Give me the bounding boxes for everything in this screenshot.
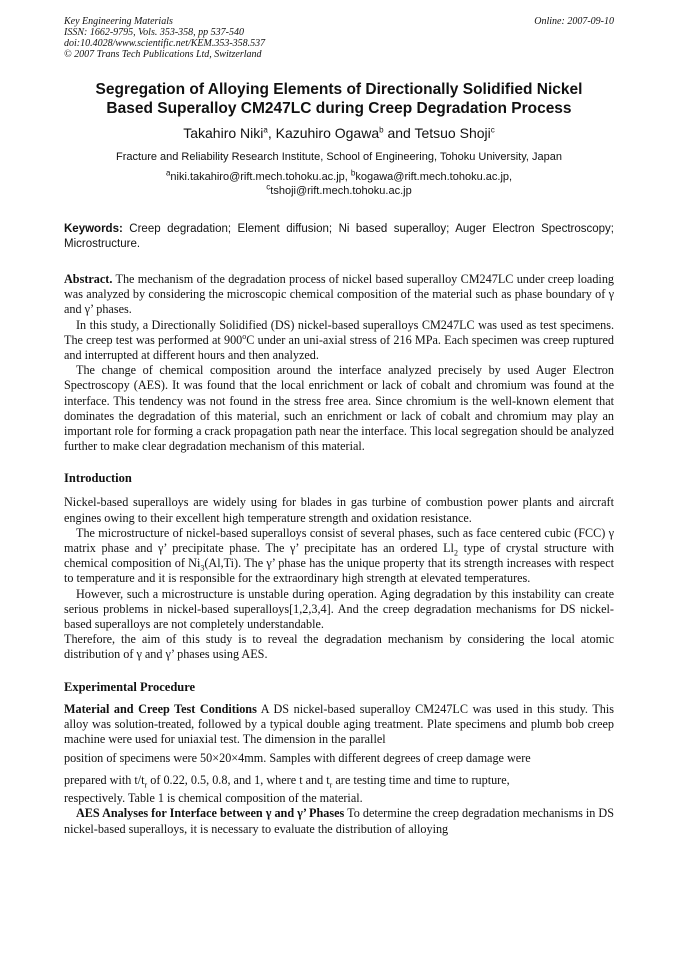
exp-paragraph-2: AES Analyses for Interface between γ and γ’ Phases To determine the creep degradation mechanisms in DS nickel-based superalloys, it is necessary to evaluate the distribution of alloying (64, 806, 615, 836)
aes-subheading: AES Analyses for Interface between γ and γ’ Phases (76, 806, 345, 821)
introduction-section (64, 495, 614, 662)
author-conjunction: and (387, 125, 411, 141)
abstract-paragraph-2: In this study, a Directionally Solidified (DS) nickel-based superalloys CM247LC was used as test specimens. The creep test was performed at 900$^o$C under an uni-axial stress of 216 MPa. Each specimen was creep ruptured and interrupted at different hours and then analyzed. (64, 317, 614, 363)
intro-paragraph-4: Therefore, the aim of this study is to reveal the degradation mechanism by considering the local atomic distribution of γ and γ’ phases using AES. (64, 632, 614, 662)
author-3-mark: c (490, 125, 495, 135)
intro-paragraph-1: Nickel-based superalloys are widely using for blades in gas turbine of combustion power plants and aircraft engines owing to their excellent high temperature strength and oxidation resistance. (64, 495, 614, 525)
copyright-line: © 2007 Trans Tech Publications Ltd, Switzerland (64, 49, 262, 60)
abstract-section (64, 272, 614, 454)
journal-name: Key Engineering Materials (64, 16, 173, 27)
experimental-section (64, 702, 614, 837)
email-list (64, 170, 614, 198)
issn-line: ISSN: 1662-9795, Vols. 353-358, pp 537-540 (64, 27, 244, 38)
intro-paragraph-2: The microstructure of nickel-based superalloys consist of several phases, such as face centered cubic (FCC) γ matrix phase and γ’ precipitate phase. The γ’ precipitate has an ordered $Ll_2$ type of crystal structure with chemical composition of $Ni_3(Al,Ti)$. The γ’ phase has the unique property that its strength increases with respect to temperature and it is responsible for the extraordinary high strength at elevated temperatures. (64, 525, 614, 586)
title-line-1: Segregation of Alloying Elements of Directionally Solidified Nickel (95, 81, 583, 98)
keywords (64, 222, 614, 252)
paper-title (64, 80, 614, 118)
abstract-label: Abstract. (64, 272, 113, 286)
introduction-heading: Introduction (64, 471, 132, 486)
email-a-mark: a (165, 168, 171, 178)
author-list: Takahiro Niki$^a$, Kazuhiro Ogawa$^b$ and Tetsuo Shoji$^c$ (183, 125, 495, 141)
doi-line: doi:10.4028/www.scientific.net/KEM.353-358.537 (64, 38, 266, 49)
online-date: Online: 2007-09-10 (534, 16, 614, 27)
abstract-paragraph-3: The change of chemical composition around the interface analyzed precisely by used Auger Electron Spectroscopy (AES). It was found that the local enrichment or lack of cobalt and chromium was found at the interface. This tendency was not found in the stress free area. Since chromium is the well-known element that dominates the degradation of this material, such an enrichment or lack of cobalt and chromium may play an important role for forming a crack propagation path near the interface. This local segregation should be analyzed further to make clear degradation mechanism of this material. (64, 363, 614, 454)
email-b[interactable]: kogawa@rift.mech.tohoku.ac.jp, (355, 171, 513, 183)
author-1: Takahiro Niki (183, 125, 264, 141)
email-a[interactable]: niki.takahiro@rift.mech.tohoku.ac.jp, (170, 171, 348, 183)
keywords-label: Keywords: (64, 223, 123, 235)
exp-paragraph-1: Material and Creep Test Conditions A DS nickel-based superalloy CM247LC was used in this study. This alloy was solution-treated, followed by a typical double aging treatment. Plate specimens and plumb bob creep machine were used for uniaxial test. The dimension in the parallel (64, 701, 614, 747)
email-c[interactable]: tshoji@rift.mech.tohoku.ac.jp (270, 185, 412, 197)
exp-dimension-line: position of specimens were 50×20×4mm. Samples with different degrees of creep damage were (64, 751, 531, 766)
email-b-mark: b (350, 168, 356, 178)
author-1-mark: a (263, 125, 268, 135)
exp-table-ref-line: respectively. Table 1 is chemical composition of the material. (64, 791, 363, 806)
material-subheading: Material and Creep Test Conditions (64, 701, 257, 716)
journal-header (64, 16, 614, 27)
email-c-mark: c (266, 182, 271, 192)
keywords-text: Creep degradation; Element diffusion; Ni based superalloy; Auger Electron Spectroscopy; Microstructure. (64, 223, 614, 250)
intro-paragraph-3: However, such a microstructure is unstable during operation. Aging degradation by this instability can create serious problems in nickel-based superalloys[1,2,3,4]. And the creep degradation mechanisms for DS nickel-based superalloys are not completely understandable. (64, 586, 614, 632)
affiliation: Fracture and Reliability Research Institute, School of Engineering, Tohoku University, Japan (116, 151, 562, 163)
author-2: Kazuhiro Ogawa (275, 125, 380, 141)
experimental-heading: Experimental Procedure (64, 679, 196, 694)
author-3: Tetsuo Shoji (414, 125, 491, 141)
author-2-mark: b (379, 125, 384, 135)
title-line-2: Based Superalloy CM247LC during Creep Degradation Process (106, 100, 572, 117)
abstract-paragraph-1: Abstract. The mechanism of the degradation process of nickel based superalloy CM247LC under creep loading was analyzed by considering the microscopic chemical composition of the material such as phase boundary of γ and γ’ phases. (64, 272, 615, 317)
exp-damage-line: prepared with $t/t_r$ of 0.22, 0.5, 0.8, and 1, where t and $t_r$ are testing time and time to rupture, (64, 773, 510, 790)
